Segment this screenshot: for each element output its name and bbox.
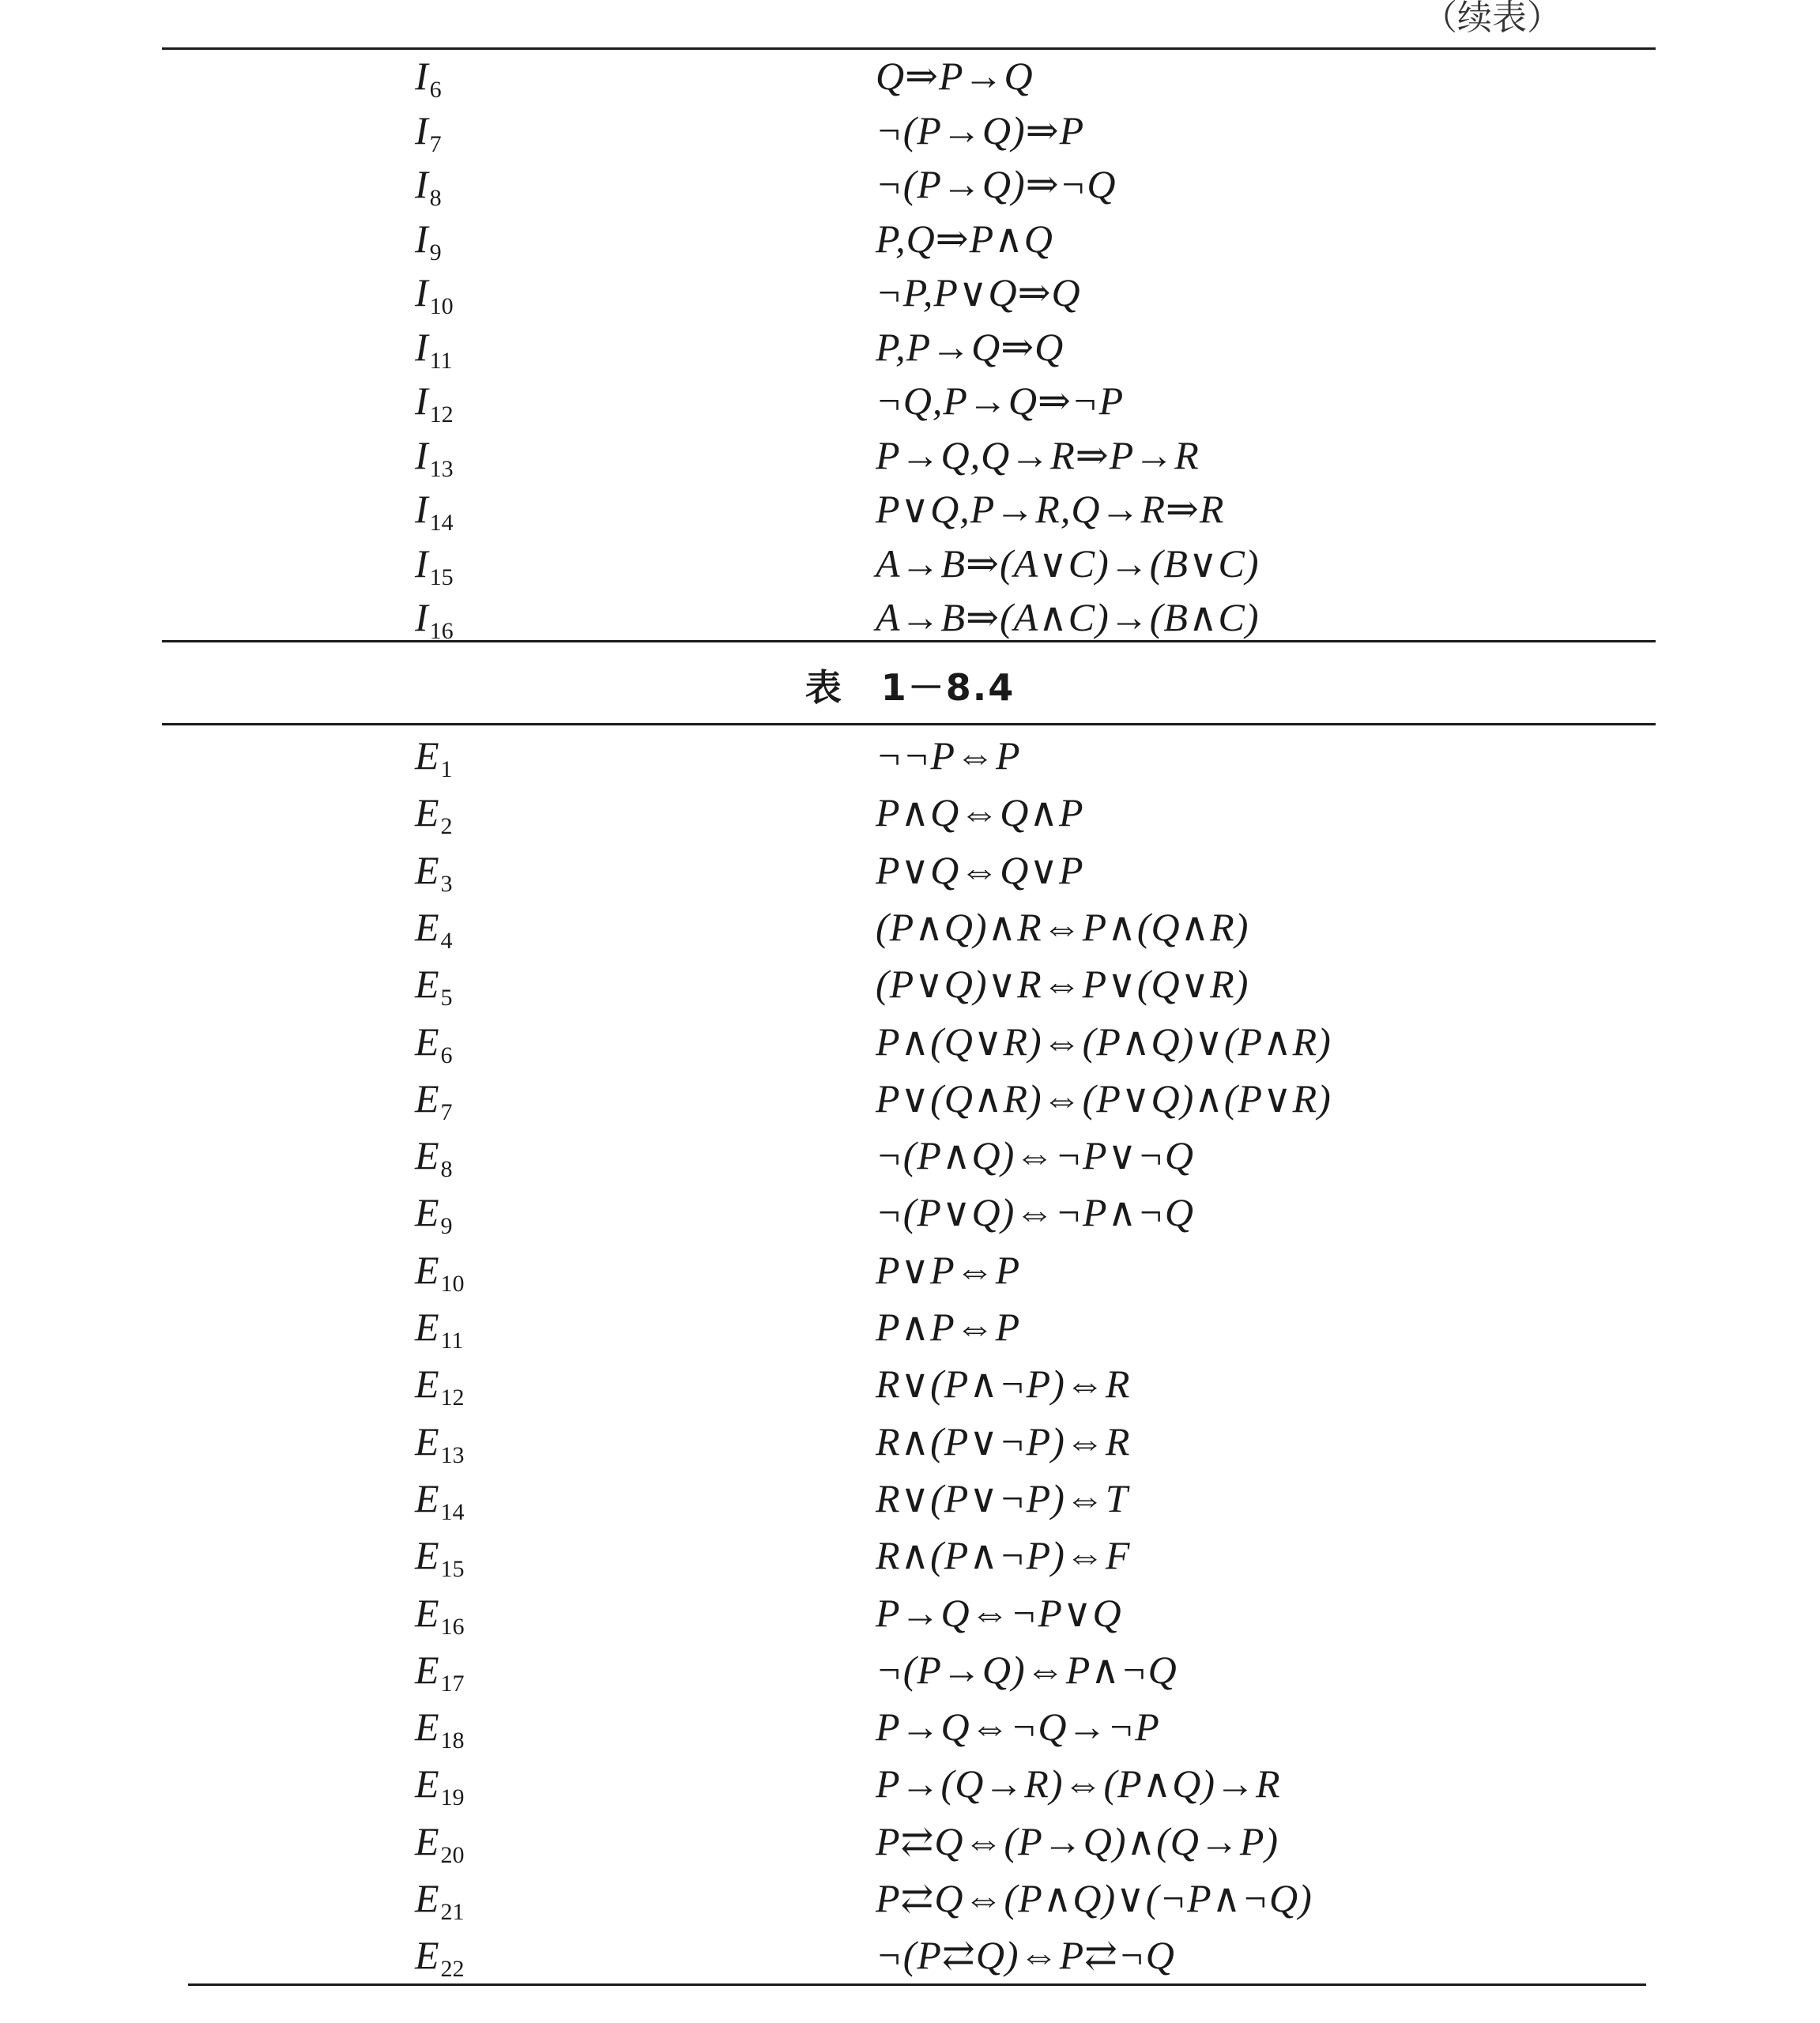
law-symbol: E	[415, 733, 439, 778]
law-index: 12	[429, 401, 454, 428]
law-symbol: I	[415, 216, 428, 261]
table-row	[0, 729, 1820, 782]
table-row	[0, 1643, 1820, 1697]
law-symbol: E	[415, 1876, 439, 1920]
law-formula: R∧(P∨¬P)⇔R	[876, 1418, 1131, 1464]
table-row	[0, 1471, 1820, 1525]
table-row	[0, 1586, 1820, 1640]
law-symbol: E	[415, 1475, 439, 1520]
law-index: 7	[440, 1098, 453, 1125]
law-index: 6	[429, 77, 442, 103]
law-symbol: I	[415, 487, 428, 531]
law-formula: ¬(P→Q)⇒P	[876, 107, 1085, 153]
law-symbol: E	[415, 1076, 439, 1121]
law-index: 13	[440, 1441, 465, 1468]
law-formula: ¬(P∨Q)⇔¬P∧¬Q	[876, 1190, 1195, 1235]
law-symbol: E	[415, 1647, 439, 1692]
law-formula: ¬(P→Q)⇒¬Q	[876, 162, 1117, 206]
law-index: 14	[429, 510, 454, 536]
law-formula: P∧(Q∨R)⇔(P∧Q)∨(P∧R)	[876, 1019, 1332, 1064]
law-formula: P⇄Q⇔(P∧Q)∨(¬P∧¬Q)	[876, 1876, 1313, 1920]
law-formula: P∨Q,P→R,Q→R⇒R	[876, 487, 1225, 531]
law-symbol: I	[415, 432, 428, 477]
law-index: 16	[440, 1613, 465, 1640]
table-row	[0, 1528, 1820, 1582]
table-row	[0, 900, 1820, 954]
law-symbol: E	[415, 1133, 439, 1178]
table-header-rule	[162, 723, 1656, 725]
law-index: 9	[429, 239, 442, 266]
law-formula: ¬(P⇄Q)⇔P⇄¬Q	[876, 1933, 1175, 1978]
table-row	[0, 320, 1820, 374]
law-label	[415, 590, 454, 658]
law-symbol: I	[415, 324, 428, 369]
law-formula: A→B⇒(A∧C)→(B∧C)	[876, 595, 1260, 639]
law-index: 8	[429, 185, 442, 211]
law-formula: P⇄Q⇔(P→Q)∧(Q→P)	[876, 1818, 1279, 1863]
law-formula: (P∨Q)∨R⇔P∨(Q∨R)	[876, 962, 1249, 1007]
law-formula: ¬(P∧Q)⇔¬P∨¬Q	[876, 1133, 1195, 1178]
law-formula: P∧P⇔P	[876, 1305, 1021, 1349]
table-row	[0, 212, 1820, 266]
table-row	[0, 266, 1820, 319]
law-formula: P∧Q⇔Q∧P	[876, 790, 1084, 835]
law-index: 19	[440, 1784, 465, 1811]
law-index: 20	[440, 1841, 465, 1868]
law-symbol: E	[415, 1761, 439, 1806]
law-index: 13	[429, 455, 454, 482]
law-index: 9	[440, 1213, 453, 1240]
table-row	[0, 1871, 1820, 1925]
law-symbol: E	[415, 1933, 439, 1978]
law-formula: ¬Q,P→Q⇒¬P	[876, 379, 1125, 423]
table-row	[0, 482, 1820, 536]
table-row	[0, 1700, 1820, 1754]
law-symbol: E	[415, 1533, 439, 1578]
law-index: 15	[440, 1556, 465, 1583]
law-index: 4	[440, 927, 453, 954]
table-row	[0, 785, 1820, 839]
law-formula: P∨Q⇔Q∨P	[876, 847, 1084, 892]
law-index: 22	[440, 1956, 465, 1983]
law-symbol: I	[415, 107, 428, 153]
law-formula: R∨(P∧¬P)⇔R	[876, 1362, 1131, 1407]
law-symbol: I	[415, 162, 428, 206]
law-symbol: E	[415, 904, 439, 949]
table-bottom-rule	[162, 640, 1656, 642]
table-row	[0, 1814, 1820, 1868]
law-index: 3	[440, 870, 453, 897]
law-index: 5	[440, 985, 453, 1012]
law-index: 8	[440, 1156, 453, 1183]
law-formula: P→(Q→R)⇔(P∧Q)→R	[876, 1761, 1281, 1806]
law-index: 10	[440, 1270, 465, 1297]
law-symbol: E	[415, 1418, 439, 1464]
continued-label: （续表）	[1422, 0, 1562, 37]
table-row	[0, 1185, 1820, 1239]
table-row	[0, 957, 1820, 1011]
table-row	[0, 537, 1820, 590]
table-row	[0, 104, 1820, 157]
law-symbol: I	[415, 541, 428, 586]
law-symbol: I	[415, 595, 428, 639]
law-formula: R∧(P∧¬P)⇔F	[876, 1533, 1131, 1578]
table-row	[0, 157, 1820, 211]
law-symbol: E	[415, 847, 439, 892]
law-formula: ¬¬P⇔P	[876, 733, 1021, 778]
law-index: 12	[440, 1384, 465, 1411]
law-index: 14	[440, 1498, 465, 1525]
law-index: 21	[440, 1899, 465, 1925]
table-row	[0, 1128, 1820, 1182]
law-formula: Q⇒P→Q	[876, 54, 1034, 98]
table-row	[0, 1415, 1820, 1468]
law-index: 11	[440, 1328, 464, 1354]
table-row	[0, 590, 1820, 644]
law-formula: (P∧Q)∧R⇔P∧(Q∧R)	[876, 904, 1249, 949]
law-index: 16	[429, 618, 454, 644]
law-index: 17	[440, 1670, 465, 1697]
table-row	[0, 49, 1820, 103]
law-symbol: E	[415, 1818, 439, 1863]
law-formula: P,P→Q⇒Q	[876, 324, 1064, 369]
law-symbol: I	[415, 379, 428, 423]
law-symbol: I	[415, 270, 428, 315]
law-formula: ¬P,P∨Q⇒Q	[876, 270, 1081, 315]
table-row	[0, 1243, 1820, 1297]
law-formula: P∨P⇔P	[876, 1247, 1021, 1292]
table-row	[0, 1015, 1820, 1068]
law-symbol: I	[415, 54, 428, 98]
law-index: 1	[440, 756, 453, 782]
law-symbol: E	[415, 1019, 439, 1064]
law-symbol: E	[415, 1305, 439, 1349]
law-label	[415, 1928, 465, 1996]
law-formula: ¬(P→Q)⇔P∧¬Q	[876, 1647, 1178, 1692]
law-symbol: E	[415, 962, 439, 1007]
law-formula: P,Q⇒P∧Q	[876, 216, 1053, 261]
law-formula: P→Q⇔¬P∨Q	[876, 1590, 1122, 1635]
table-row	[0, 1928, 1820, 1982]
law-index: 10	[429, 293, 454, 319]
law-index: 15	[429, 563, 454, 590]
law-formula: P→Q,Q→R⇒P→R	[876, 432, 1200, 477]
law-symbol: E	[415, 1590, 439, 1635]
law-symbol: E	[415, 1362, 439, 1407]
law-formula: P∨(Q∧R)⇔(P∨Q)∧(P∨R)	[876, 1076, 1332, 1121]
table-row	[0, 428, 1820, 482]
table-row	[0, 1357, 1820, 1411]
law-formula: A→B⇒(A∨C)→(B∨C)	[876, 541, 1260, 586]
law-symbol: E	[415, 1705, 439, 1750]
law-index: 7	[429, 130, 442, 157]
law-index: 11	[429, 347, 453, 374]
table-row	[0, 374, 1820, 428]
law-index: 2	[440, 813, 453, 840]
law-formula: P→Q⇔¬Q→¬P	[876, 1705, 1160, 1750]
table-row	[0, 1072, 1820, 1125]
law-symbol: E	[415, 1247, 439, 1292]
law-formula: R∨(P∨¬P)⇔T	[876, 1475, 1129, 1520]
table-title: 表 1－8.4	[804, 666, 1016, 709]
law-index: 18	[440, 1727, 465, 1754]
table-row	[0, 843, 1820, 897]
table-end-rule	[188, 1983, 1646, 1986]
table-row	[0, 1757, 1820, 1810]
law-symbol: E	[415, 1190, 439, 1235]
law-symbol: E	[415, 790, 439, 835]
table-row	[0, 1300, 1820, 1354]
law-index: 6	[440, 1042, 453, 1068]
